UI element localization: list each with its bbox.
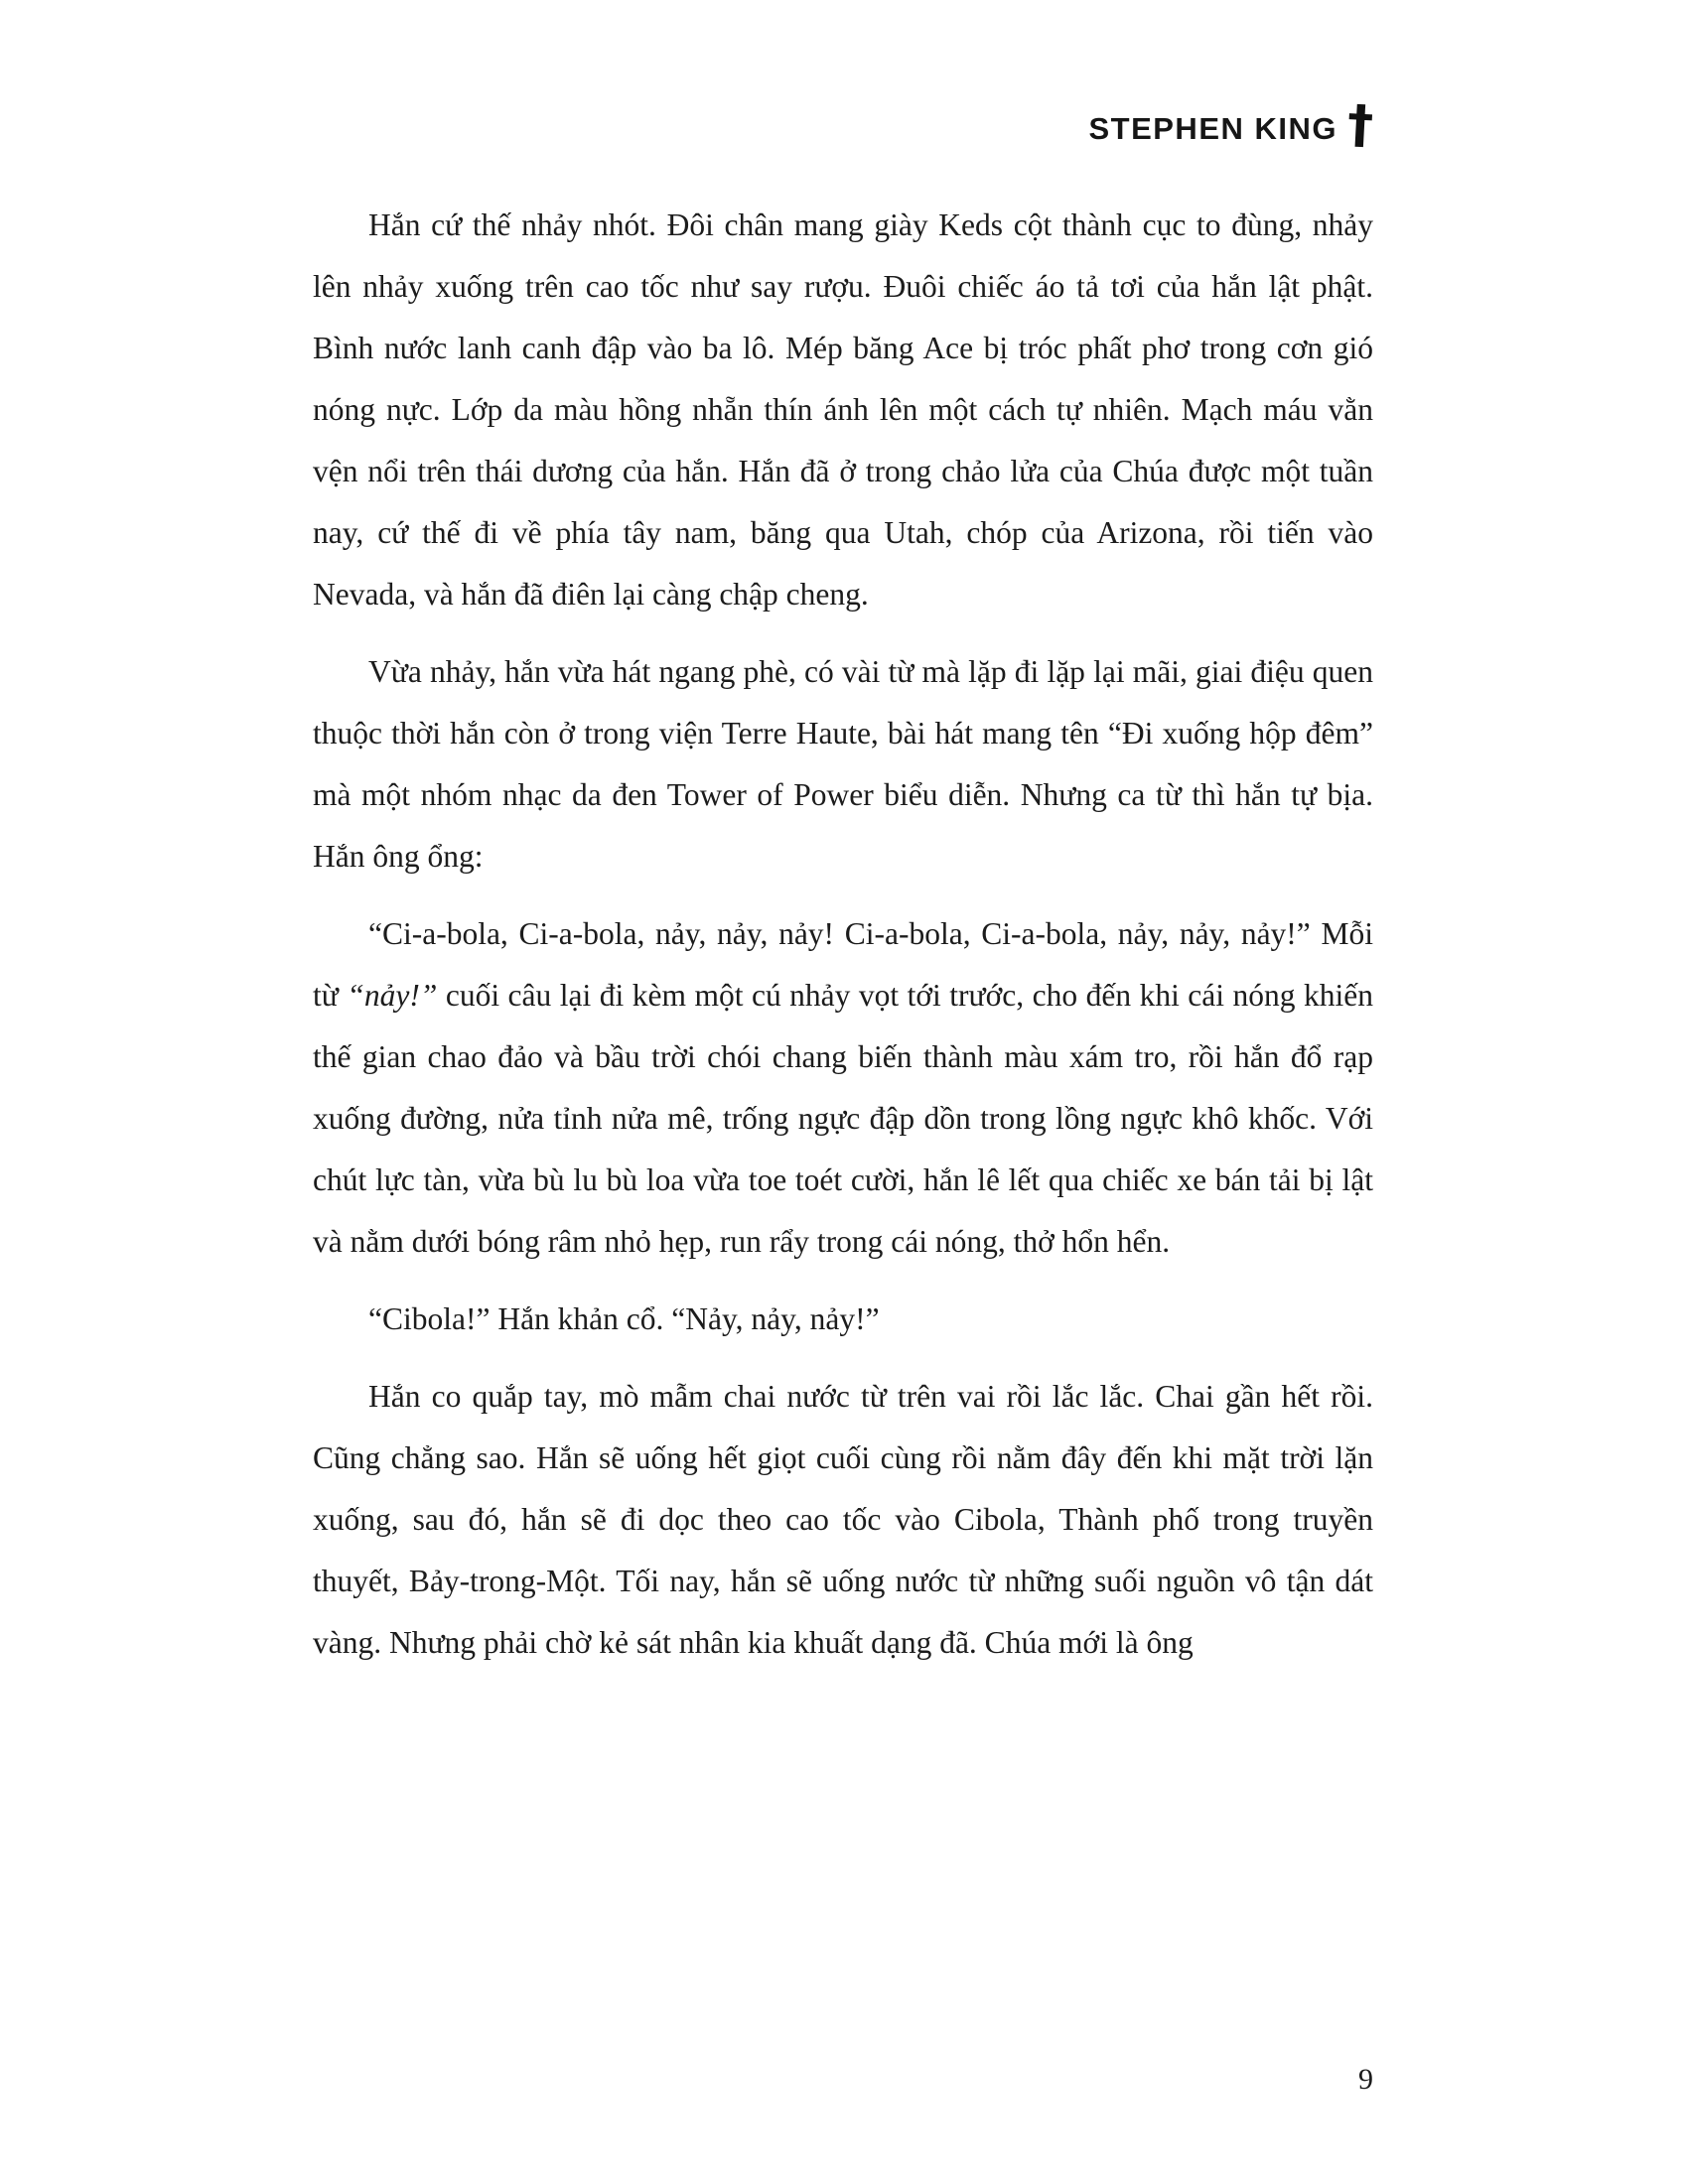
paragraph-1: Hắn cứ thế nhảy nhót. Đôi chân mang giày Keds cột thành cục to đùng, nhảy lên nhảy xuống trên cao tốc như say rượu. Đuôi chiếc áo tả tơi của hắn lật phật. Bình nước lanh canh đập vào ba lô. Mép băng Ace bị tróc phất phơ trong cơn gió nóng nực. Lớp da màu hồng nhẵn thín ánh lên một cách tự nhiên. Mạch máu vằn vện nổi trên thái dương của hắn. Hắn đã ở trong chảo lửa của Chúa được một tuần nay, cứ thế đi về phía tây nam, băng qua Utah, chóp của Arizona, rồi tiến vào Nevada, và hắn đã điên lại càng chập cheng. xyxy=(313,207,1373,612)
running-head xyxy=(313,94,1375,156)
paragraph-4: “Cibola!” Hắn khản cổ. “Nảy, nảy, nảy!” xyxy=(368,1301,880,1336)
paragraph-3-pre: “Ci-a-bola, Ci-a-bola, nảy, nảy, nảy! Ci-a-bola, Ci-a-bola, nảy, nảy, nảy!” Mỗi từ xyxy=(313,916,1373,1013)
body-text xyxy=(313,195,1373,1690)
page-number: 9 xyxy=(1358,2063,1373,2096)
paragraph-3-post: cuối câu lại đi kèm một cú nhảy vọt tới trước, cho đến khi cái nóng khiến thế gian chao đảo và bầu trời chói chang biến thành màu xám tro, rồi hắn đổ rạp xuống đường, nửa tỉnh nửa mê, trống ngực đập dồn trong lồng ngực khô khốc. Với chút lực tàn, vừa bù lu bù loa vừa toe toét cười, hắn lê lết qua chiếc xe bán tải bị lật và nằm dưới bóng râm nhỏ hẹp, run rẩy trong cái nóng, thở hổn hển. xyxy=(313,978,1373,1259)
cross-icon: † xyxy=(1345,94,1375,156)
paragraph-3 xyxy=(313,903,1373,1273)
paragraph-5: Hắn co quắp tay, mò mẫm chai nước từ trên vai rồi lắc lắc. Chai gần hết rồi. Cũng chẳng sao. Hắn sẽ uống hết giọt cuối cùng rồi nằm đây đến khi mặt trời lặn xuống, sau đó, hắn sẽ đi dọc theo cao tốc vào Cibola, Thành phố trong truyền thuyết, Bảy-trong-Một. Tối nay, hắn sẽ uống nước từ những suối nguồn vô tận dát vàng. Nhưng phải chờ kẻ sát nhân kia khuất dạng đã. Chúa mới là ông xyxy=(313,1379,1373,1660)
paragraph-3-italic: “nảy!” xyxy=(347,978,438,1013)
running-head-author: STEPHEN KING xyxy=(1088,111,1337,146)
paragraph-2: Vừa nhảy, hắn vừa hát ngang phè, có vài từ mà lặp đi lặp lại mãi, giai điệu quen thuộc thời hắn còn ở trong viện Terre Haute, bài hát mang tên “Đi xuống hộp đêm” mà một nhóm nhạc da đen Tower of Power biểu diễn. Nhưng ca từ thì hắn tự bịa. Hắn ông ổng: xyxy=(313,654,1373,874)
